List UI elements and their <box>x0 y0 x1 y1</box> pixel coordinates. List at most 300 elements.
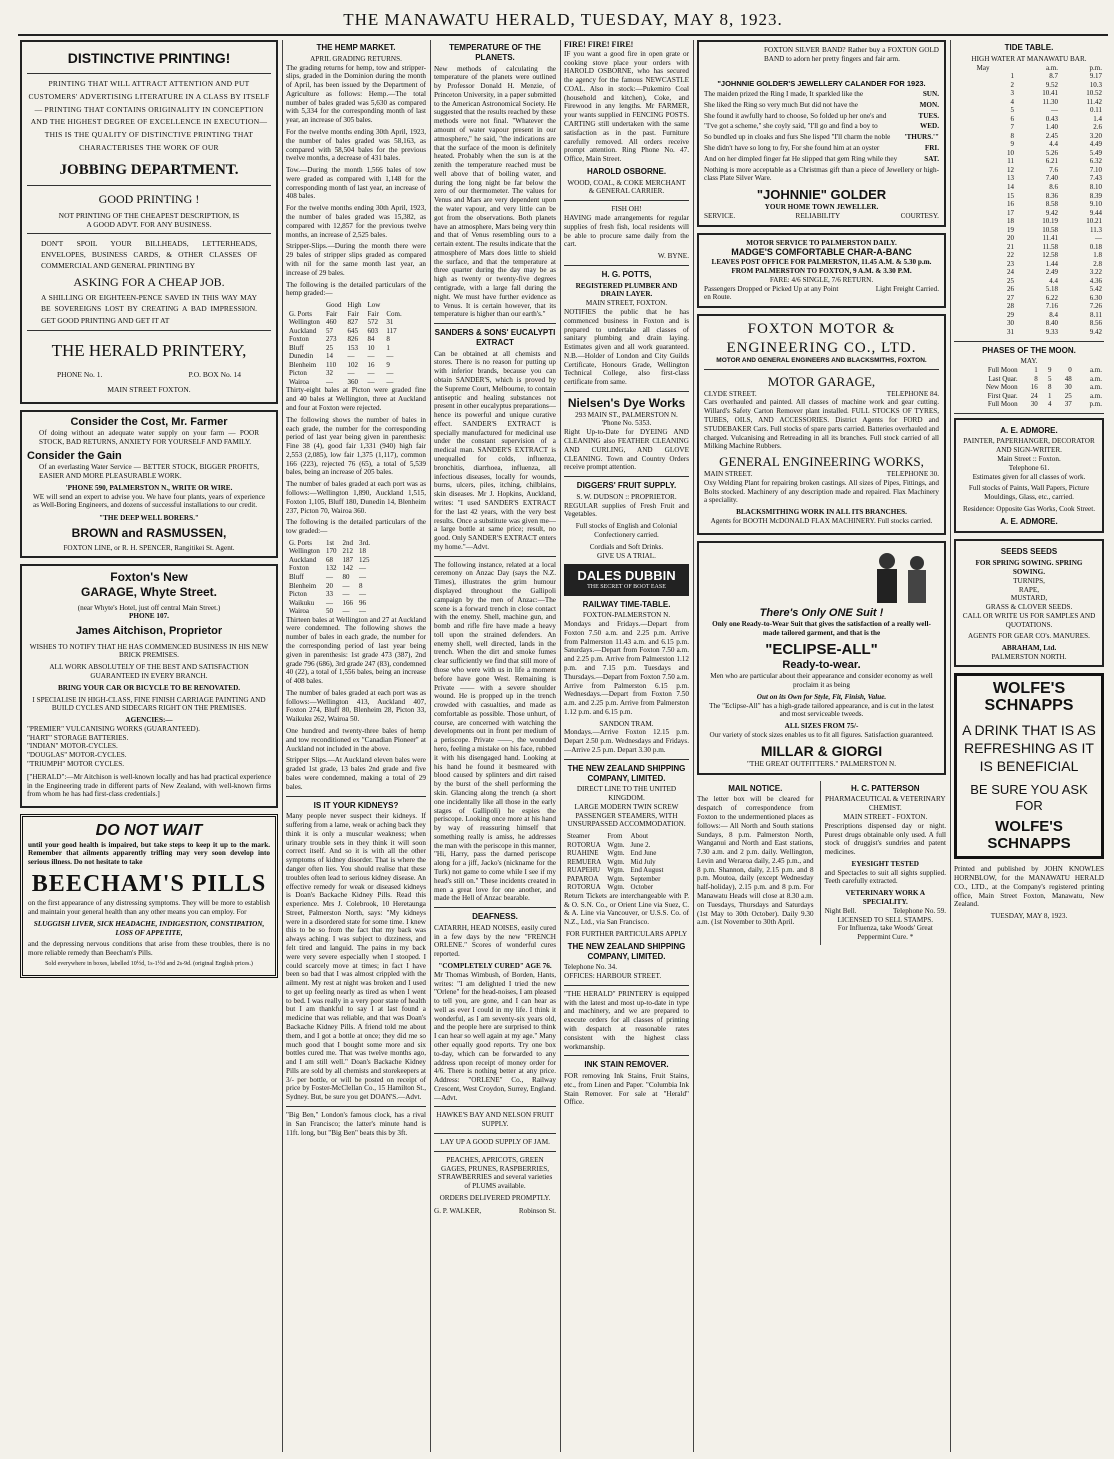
table-cell <box>954 106 992 115</box>
table-cell: Wgtn. <box>607 874 625 883</box>
from-palmerston: FROM PALMERSTON TO FOXTON, 9 A.M. & 3.30 P.M. <box>731 267 912 276</box>
table-cell: a.m. <box>1089 391 1102 400</box>
table-cell: September <box>630 874 661 883</box>
table-cell: 170 <box>325 547 337 556</box>
motto-item: COURTESY. <box>900 211 939 220</box>
table-cell: Wgtn. <box>607 840 625 849</box>
table-row <box>954 328 1104 337</box>
fish-text: HAVING made arrangements for regular supplies of fresh fish, local residents will be able to procure same daily from the cart. <box>564 214 689 249</box>
table-row <box>954 174 1104 183</box>
jam-text: LAY UP A GOOD SUPPLY OF JAM. <box>440 1138 550 1147</box>
table-row <box>954 98 1104 107</box>
pharm-text: PHARMACEUTICAL & VETERINARY CHEMIST. <box>824 795 946 813</box>
table-cell: 5.49 <box>1089 148 1102 157</box>
tram-heading: SANDON TRAM. <box>599 719 654 728</box>
own-style: Out on its Own for Style, Fit, Finish, Value. <box>756 692 887 701</box>
table-cell: 11.42 <box>1086 97 1102 106</box>
table-cell: 8 <box>1048 383 1052 392</box>
table-cell: 2nd <box>342 538 353 547</box>
table-row <box>564 866 666 875</box>
fme-heading: FOXTON MOTOR & ENGINEERING CO., LTD. <box>726 321 917 356</box>
hemp-para: For the twelve months ending 30th April, 1923, the number of bales graded was 15,382, as compared with 12,857 for the previous twelve months, an increase of 2,525 bales. <box>286 204 426 239</box>
garage-near: (near Whyte's Hotel, just off central Main Street.) <box>77 603 221 612</box>
table-cell: — <box>358 564 366 573</box>
seed-item: TURNIPS, <box>1013 576 1045 585</box>
table-row <box>954 243 1104 252</box>
table-cell: Mid July <box>630 857 656 866</box>
table-cell: 10.21 <box>1086 217 1102 226</box>
poem-line <box>704 90 939 99</box>
table-cell: 80 <box>342 573 350 581</box>
table-cell: 68 <box>325 555 333 564</box>
table-cell: 9.10 <box>1089 200 1102 209</box>
motto-item: RELIABILITY <box>795 211 841 220</box>
column-6 <box>954 40 1104 1452</box>
temperature-text: New methods of calculating the temperature of the planets were outlined by Professor Donald H. Menzie, of Princeton University, in a paper submitted to the American Astronomical Society. He suggested that the results reached by these methods were not final. "Whatever the amount of water vapour present in our atmosphere," he said, "the indications are that the surface of the moon is definitely heated. Probably when the sun is at the zenith the temperature reached must be well above that of boiling water, and during the long night be far below the zero of our thermometer. The values for Venus and Mars are very dependent upon the water vapour, and very little can be got from the observations. Both planets have an atmosphere, Mars being very thin and that of Venus resembling ours to a certain extent. The results indicate that the atmosphere of Mars does little to shield the surface, and that the temperature at three quarter during the day may be as high as twenty or twenty-five degrees centigrade, with a large fall during the night. We must have further evidence as to Venus. It is certain however, that its temperature is higher than our earth's." <box>434 64 556 319</box>
table-header-row <box>564 832 666 841</box>
agency-item: "TRIUMPH" MOTOR CYCLES. <box>27 759 124 768</box>
table-cell: 8.7 <box>1049 72 1058 81</box>
table-cell: Wairoa <box>289 607 310 616</box>
agency-item: "PREMIER" VULCANISING WORKS (GUARANTEED). <box>27 724 200 733</box>
seeds-heading: SEEDS SEEDS <box>1000 547 1058 557</box>
offices: OFFICES: HARBOUR STREET. <box>564 972 662 981</box>
admore-address: Main Street :: Foxton. <box>997 455 1061 464</box>
poem-text: She found it awfully hard to choose, So folded up her one's and <box>704 111 887 120</box>
phone-590: 'PHONE 590, PALMERSTON N., WRITE OR WIRE. <box>65 483 233 492</box>
table-cell: 50 <box>325 607 333 616</box>
golder-ad <box>697 40 946 227</box>
table-cell: 5.18 <box>1045 285 1058 294</box>
table-row <box>286 599 373 608</box>
garage-ad <box>20 564 278 808</box>
table-cell: REMUERA <box>567 857 602 866</box>
beecham-text-4: Sold everywhere in boxes, labelled 10½d, 1s-1½d and 2s-9d. (original English prices.) <box>45 960 253 967</box>
poem-end: Nothing is more acceptable as a Christmas gift than a piece of Jewellery or high-class Plate Silver Ware. <box>704 165 939 183</box>
hemp-para: The number of bales graded at each port was as follows:—Wellington 1,890, Auckland 1,515, Foxton 1,105, Bluff 180, Dunedin 14, Blenheim 237, Picton 70, Wairoa 360. <box>286 480 426 515</box>
table-row <box>954 149 1104 158</box>
table-row <box>286 318 405 327</box>
table-cell: 8.10 <box>1089 182 1102 191</box>
beecham-text-3: and the depressing nervous conditions that arise from these troubles, there is no more reliable remedy than Beecham's Pills. <box>28 940 270 958</box>
table-cell: 33 <box>325 590 333 599</box>
table-cell: a.m. <box>1089 374 1102 383</box>
table-cell <box>954 319 992 328</box>
table-row <box>954 226 1104 235</box>
robinson-st: Robinson St. <box>518 1206 556 1215</box>
foxton-motor-ad <box>697 314 946 534</box>
potts-text: NOTIFIES the public that he has commenced business in Foxton and is prepared to undertake all classes of sanitary plumbing and drain laying. Estimates given and all work guaranteed. N.B.—Holder of London and City Guilds Certificate, Honours Grade, Wellington Technical College, also first-class certificate from same. <box>564 308 689 387</box>
diggers-heading: DIGGERS' FRUIT SUPPLY. <box>576 481 677 491</box>
table-cell: 4.36 <box>1089 276 1102 285</box>
table-row <box>954 166 1104 175</box>
table-cell: — <box>367 377 375 386</box>
admore-tel: Telephone 61. <box>1008 463 1050 472</box>
mail-heading: MAIL NOTICE. <box>728 783 783 793</box>
table-cell: 10.58 <box>1042 225 1058 234</box>
table-cell: 6.22 <box>1045 293 1058 302</box>
table-cell: 6 <box>1010 114 1015 123</box>
dales-heading: DALES DUBBIN <box>577 568 676 584</box>
table-cell: — <box>342 607 350 616</box>
tide-sub: HIGH WATER AT MANAWATU BAR. <box>971 54 1087 63</box>
table-row <box>954 251 1104 260</box>
expert-text: WE will send an expert to advise you. We have four plants, years of experience as Well-Boring Engineers, and dozens of successful installations to our credit. <box>33 492 265 510</box>
table-cell: 9.44 <box>1089 208 1102 217</box>
table-cell <box>954 260 992 269</box>
telephone-30: TELEPHONE 30. <box>886 469 939 478</box>
table-cell: 10.19 <box>1042 217 1058 226</box>
table-cell: 603 <box>367 326 378 335</box>
table-cell: 8.58 <box>1045 200 1058 209</box>
beecham-text-2: SLUGGISH LIVER, SICK HEADACHE, INDIGESTION, CONSTIPATION, LOSS OF APPETITE, <box>33 919 265 937</box>
table-cell: 57 <box>325 326 333 335</box>
table-cell: — <box>367 352 375 361</box>
table-cell: a.m. <box>1089 383 1102 392</box>
table-row <box>954 209 1104 218</box>
call-text: CALL OR WRITE US FOR SAMPLES AND QUOTATIONS. <box>962 611 1096 629</box>
table-cell: — <box>386 352 394 361</box>
table-cell: 37 <box>1064 400 1072 409</box>
table-cell: 20 <box>1007 234 1015 243</box>
table-cell <box>954 132 992 141</box>
railway-heading: RAILWAY TIME-TABLE. <box>582 599 671 609</box>
table-cell: 8.36 <box>1045 191 1058 200</box>
table-cell: 16 <box>1030 383 1038 392</box>
diggers-text-2: Full stocks of English and Colonial Confectionery carried. <box>575 522 678 539</box>
table-row <box>954 106 1104 115</box>
nielsen-heading: Nielsen's Dye Works <box>567 396 686 411</box>
table-cell: 117 <box>386 326 397 335</box>
table-cell: First Quar. <box>987 391 1018 400</box>
table-cell: 29 <box>1007 310 1015 319</box>
only-one-suit: There's Only ONE Suit ! <box>759 606 884 619</box>
table-row <box>954 285 1104 294</box>
table-cell <box>954 81 992 90</box>
table-cell: 7.10 <box>1089 165 1102 174</box>
table-cell: — <box>325 598 333 607</box>
table-cell: 3rd. <box>358 538 371 547</box>
table-cell <box>954 268 992 277</box>
painter-text: PAINTER, PAPERHANGER, DECORATOR AND SIGN-WRITER. <box>963 437 1095 455</box>
table-cell: — <box>342 581 350 590</box>
table-cell: Auckland <box>289 326 317 335</box>
table-cell: 84 <box>367 335 375 344</box>
men-illustration-icon <box>859 549 939 605</box>
fire-heading: FIRE! FIRE! FIRE! <box>564 40 634 49</box>
table-cell: 9.52 <box>1045 80 1058 89</box>
only-text: Only one Ready-to-Wear Suit that gives the satisfaction of a really well-made tailored garment, and that is the <box>712 620 931 637</box>
table-row <box>954 192 1104 201</box>
motor-garage: MOTOR GARAGE, <box>767 373 876 389</box>
fire-text: IF you want a good fire in open grate or cooking stove place your orders with HAROLD OSBORNE, who has secured the agency for the famous NEWCASTLE COAL. Also in stock:—Pukemiro Coal (household and kitchen), Coke, and Firewood in any lengths. Mr FARMER, your wants supplied in FENCING POSTS. CARTING still undertaken with the same satisfaction as in the past. Furniture carefully removed. All orders receive prompt attention. Ring Phone No. 47. Office, Main Street. <box>564 49 689 164</box>
dont-spoil-text: DON'T SPOIL YOUR BILLHEADS, LETTERHEADS, ENVELOPES, BUSINESS CARDS, & OTHER CLASSES OF COMMERCIAL AND GENERAL PRINTING BY <box>41 238 257 271</box>
band-text: FOXTON SILVER BAND? Rather buy a FOXTON GOLD BAND to adorn her pretty fingers and fair arm. <box>764 46 939 63</box>
seed-item: MUSTARD, <box>1010 594 1048 603</box>
table-cell: 7 <box>1010 123 1015 132</box>
table-cell: High <box>347 301 362 310</box>
table-row <box>954 234 1104 243</box>
garage-text: Cars overhauled and painted. All classes of machine work and gear cutting. Willard's Safety Carton Remover plant installed. FULL STOCKS OF TYRES, TUBES, OILS, AND ACCESSORIES. District Agents for FORD and STUDEBAKER Cars. Full stocks of spare parts carried. Batteries overhauled and charged. Vulcanising and Retreading in all its branches. Full stock carried of all Milking Machine Rubbers. <box>704 398 939 451</box>
table-cell <box>954 243 992 252</box>
table-cell: 8.56 <box>1089 319 1102 328</box>
table-cell: Full Moon <box>987 366 1018 375</box>
table-row <box>954 217 1104 226</box>
table-cell: — <box>367 369 375 378</box>
table-cell: 17 <box>1007 208 1015 217</box>
table-cell: 7.6 <box>1049 165 1058 174</box>
table-cell: — <box>358 590 366 599</box>
paints: Full stocks of Paints, Wall Papers, Picture Mouldings, Glass, etc., carried. <box>968 484 1090 502</box>
table-cell <box>954 89 992 98</box>
table-cell: 1.4 <box>1093 114 1102 123</box>
table-cell: a.m. <box>1045 63 1058 72</box>
hemp-table <box>286 301 405 386</box>
beecham-text-1: on the first appearance of any distressing symptoms. They will be more to establish and maintain your general health than any other means you can employ. For <box>28 899 270 917</box>
table-row <box>564 858 666 867</box>
table-row <box>286 573 373 582</box>
poem-text: So bundled up in cloaks and furs She lisped "I'll charm the noble <box>704 133 891 142</box>
table-row <box>954 157 1104 166</box>
farmer-text: Of doing without an adequate water supply on your farm — POOR STOCK, BAD RETURNS, ANXIETY FOR YOURSELF AND FAMILY. <box>39 429 259 447</box>
table-cell: Full Moon <box>987 400 1018 409</box>
column-5 <box>697 40 946 1452</box>
poem <box>704 90 939 163</box>
table-cell: 3.22 <box>1089 268 1102 277</box>
table-cell: — <box>325 377 333 386</box>
kidneys-text: Many people never suspect their kidneys. If suffering from a lame, weak or aching back they think it is only a muscular weakness; when urinary trouble sets in they think it will soon correct itself. And so it is with all the other symptoms of kidney disorder. That is where the danger often lies. You should realise that these troubles often lead to serious kidney disease. An effective remedy for weak or diseased kidneys is Doan's Backache Kidney Pills. Read this experience. Mrs J. Colebrook, 10 Heretaunga Street, Palmerston North, says: "My kidneys were in a disordered state for some time. I knew this to be so from the fact that my back was always aching. I was subject to dizziness, and felt tired and languid. The pains in my back were very severe especially when I stooped. I could scarcely move at times; in fact I have been so bad that I was almost crippled with the ailment. My rest at night was broken and I used to get up feeling nearly as tired as when I went to bed. I was really in a very poor state of health but I am thankful to say I at last found a medicine that was reliable, and that was Doan's Backache Kidney Pills. A friend told me about them, and I got a bottle at once; they did me so much good that I bought some more and six bottles cured me. That was twelve months ago, and I am still well." Doan's Backache Kidney Pills are sold by all chemists and storekeepers at 3/- per bottle, or will be posted on receipt of price by Foster-McClellan Co., 15 Hamilton St., Sydney. But, be sure you get DOAN'S.—Advt. <box>286 812 426 1102</box>
table-cell: 27 <box>1007 293 1015 302</box>
table-cell: — <box>358 573 366 581</box>
hawkes-heading: HAWKE'S BAY AND NELSON FRUIT SUPPLY. <box>436 1111 554 1129</box>
mail-text: The letter box will be cleared for despatch of correspondence from Foxton to the undermentioned places as follows:— All North and South stations Sundays, 8 p.m. Palmerston North, Wanganui and North and East stations, 7.30 a.m. and 2 p.m. daily. Wellington, Levin and Weraroa daily, 2.45 p.m., and 8 p.m. Shannon, daily, 2.15 p.m. and 8 p.m. Moutoa, daily (except Wednesday half-holiday), 2.15 p.m. and 8 p.m. For Manawatu Heads will close at 8.30 a.m. on Tuesdays, Thursdays and Saturdays (1st May to 30th October). Daily 9.30 a.m. (1st November to 30th April. <box>697 795 814 927</box>
table-cell: 360 <box>347 377 358 386</box>
poem-line <box>704 155 939 164</box>
table-cell: 16 <box>1007 200 1015 209</box>
trial-text: GIVE US A TRIAL. <box>597 551 656 560</box>
table-cell: 132 <box>325 564 337 573</box>
table-cell: 14 <box>1007 182 1015 191</box>
table-cell: Wgtn. <box>607 883 625 892</box>
table-cell: 1 <box>1048 391 1052 400</box>
table-cell: Steamer <box>567 832 590 841</box>
leaves-text: LEAVES POST OFFICE FOR PALMERSTON, 11.45 A.M. & 5.30 p.m. <box>711 258 932 267</box>
table-cell <box>954 149 992 158</box>
hemp-para: The number of bales graded at each port was as follows:—Wellington 413, Auckland 407, Foxton 274, Bluff 80, Blenheim 28, Picton 33, Waikuku 262, Wairoa 50. <box>286 688 426 724</box>
table-cell: May <box>976 63 990 72</box>
table-row <box>954 140 1104 149</box>
fme-sub: MOTOR AND GENERAL ENGINEERS AND BLACKSMITHS, FOXTON. <box>716 356 927 364</box>
table-cell <box>954 209 992 218</box>
table-cell: Wellington <box>289 547 320 556</box>
table-row <box>286 564 373 573</box>
osborne-name: HAROLD OSBORNE. <box>586 166 667 176</box>
table-cell: G. Ports <box>289 538 312 547</box>
men-text: Men who are particular about their appearance and consider economy as well proclaim it as being <box>710 672 933 690</box>
cured-heading: "COMPLETELY CURED" AGE 76. <box>438 961 552 970</box>
potts-name: H. G. POTTS, <box>601 269 652 279</box>
hemp-subheading: APRIL GRADING RETURNS. <box>310 54 402 63</box>
jobbing-heading: JOBBING DEPARTMENT. <box>59 161 239 178</box>
walker-name: G. P. WALKER, <box>434 1206 482 1215</box>
table-cell: Good <box>325 301 342 310</box>
table-cell: 1.44 <box>1045 259 1058 268</box>
table-cell: 8 <box>358 581 363 590</box>
table-row <box>954 392 1104 401</box>
column-2 <box>286 40 426 1452</box>
poem-text: "I've got a scheme," she coyly said, "I'll go and find a boy to <box>704 122 878 131</box>
millar-giorgi: MILLAR & GIORGI <box>760 742 883 759</box>
table-cell: 30 <box>1064 383 1072 392</box>
table-cell: 7.26 <box>1089 302 1102 311</box>
table-cell: Bluff <box>289 573 304 581</box>
hemp-para: Stripper-Slips.—During the month there were 29 bales of stripper slips graded as compared with nil for the same month last year, an increase of 29 bales. <box>286 242 426 277</box>
hemp-para: The following is the detailed particulars of the tow graded:— <box>286 518 426 536</box>
table-cell: 5.26 <box>1045 148 1058 157</box>
agency-item: "INDIAN" MOTOR-CYCLES. <box>27 742 118 751</box>
agency-item: "HART" STORAGE BATTERIES. <box>27 733 129 742</box>
table-row <box>954 260 1104 269</box>
poem-day: SUN. <box>922 90 939 99</box>
poem-text: She liked the Ring so very much But did not have the <box>704 100 858 109</box>
charabanc-ad <box>697 233 946 309</box>
wishes-text: WISHES TO NOTIFY THAT HE HAS COMMENCED BUSINESS IN HIS NEW BRICK PREMISES. <box>29 642 269 660</box>
table-cell: 7.40 <box>1045 174 1058 183</box>
sizes-text: ALL SIZES FROM 75/- <box>784 722 859 731</box>
sanders-heading: SANDERS & SONS' EUCALYPTI EXTRACT <box>434 328 556 347</box>
table-cell: 30 <box>1007 319 1015 328</box>
table-cell: 0 <box>1068 366 1072 375</box>
table-cell: 15 <box>1007 191 1015 200</box>
sanders-text: Can be obtained at all chemists and stores. There is no reason for putting up with inferior brands, because you can obtain SANDER'S, which is proved by the Supreme Court, Melbourne, to contain antiseptic and healing substances not present in other eucalyptus preparations—hence its powerful and unique curative effect. SANDER'S EXTRACT is specially manufactured for medicinal use under the constant supervision of a medical man. SANDER'S EXTRACT is unequalled for colds, influenza, bronchitis, diarrhoea, influenza, all infectious diseases, locally for wounds, burns, ulcers, piles, itching, chilblains, skin diseases. Mr J. Hopkins, Auckland, writes: "I used SANDER'S EXTRACT for the last 42 years, with the very best results. Once a substitute was given me—a large bottle at same price; result, no good. Only SANDER'S EXTRACT enters my home."—Advt. <box>434 349 556 551</box>
column-3 <box>434 40 556 1452</box>
hemp-heading: THE HEMP MARKET. <box>316 43 396 52</box>
hemp-para: Thirty-eight bales at Picton were graded fine and 40 bales at Wellington, three at Auckland and four at Foxton were rejected. <box>286 386 426 412</box>
table-cell: RUAPEHU <box>567 866 601 875</box>
cured-text: Mr Thomas Wimbush, of Borden, Hants, writes: "I am delighted I tried the new "Orlene" for the head-noises, I am pleased to tell you, are gone, and I can hear as well as ever I could in my life. I think it wonderful, as I am seventy-six years old, and the people here are surprised to think I can hear so well again at my age." Many other equally good reports. Try one box to-day, which can be forwarded to any address upon receipt of money order for 4/6. There is nothing better at any price. Address: "ORLENE" Co., Railway Crescent, West Croydon, Surrey, England.—Advt. <box>434 970 556 1102</box>
table-cell: 9.42 <box>1045 208 1058 217</box>
table-cell <box>954 294 992 303</box>
table-cell: 0.43 <box>1045 114 1058 123</box>
table-cell: — <box>347 369 355 378</box>
table-cell: 10 <box>367 343 375 352</box>
passengers-text: Passengers Dropped or Picked Up at any Point en Route. <box>704 284 839 302</box>
table-cell <box>954 311 992 320</box>
table-row <box>286 590 373 599</box>
table-row <box>954 132 1104 141</box>
table-cell: 187 <box>342 555 353 564</box>
admore-name: A. E. ADMORE. <box>1000 425 1058 435</box>
table-cell: End August <box>630 866 664 875</box>
hemp-para: Tow.—During the month 1,566 bales of tow were graded as compared with 1,148 for the corresponding month of last year, an increase of 408 bales. <box>286 166 426 201</box>
table-cell: 26 <box>1007 285 1015 294</box>
table-cell: 0.18 <box>1089 242 1102 251</box>
table-row <box>286 369 405 378</box>
table-cell: 827 <box>347 318 358 327</box>
table-cell: 2 <box>1010 80 1015 89</box>
table-cell: 1 <box>386 343 390 352</box>
railway-sub: FOXTON-PALMERSTON N. <box>582 611 671 620</box>
table-row <box>954 366 1104 375</box>
table-row <box>286 335 405 344</box>
table-cell <box>383 301 404 310</box>
seed-item: RAPE, <box>1018 585 1040 594</box>
poem-text: And on her dimpled finger fat He slipped that gem Ring while they <box>704 154 898 163</box>
eclipse-all: "ECLIPSE-ALL" <box>765 640 878 658</box>
direct-line: DIRECT LINE TO THE UNITED KINGDOM. <box>576 785 677 803</box>
table-row <box>954 115 1104 124</box>
table-cell: 12.58 <box>1042 251 1058 260</box>
table-cell: Low <box>367 301 381 310</box>
table-cell: Wgtn. <box>607 849 625 858</box>
hemp-para: The following is the detailed particulars of the hemp graded:— <box>286 280 426 298</box>
tide-heading: TIDE TABLE. <box>1004 43 1054 52</box>
table-cell: 826 <box>347 335 358 344</box>
table-row <box>564 875 666 884</box>
poem-day: FRI. <box>924 144 939 153</box>
johnnie-golder: "JOHNNIE" GOLDER <box>756 187 887 203</box>
seed-item: GRASS & CLOVER SEEDS. <box>985 603 1073 612</box>
potts-sub: REGISTERED PLUMBER AND DRAIN LAYER. <box>575 281 678 299</box>
agency-item: "DOUGLAS" MOTOR-CYCLES. <box>27 751 127 760</box>
table-cell: Picton <box>289 590 307 599</box>
table-cell: Fair <box>347 309 359 318</box>
table-cell: 31 <box>1007 328 1015 336</box>
table-cell: 48 <box>1064 374 1072 383</box>
table-row <box>286 378 405 387</box>
table-cell: 6.32 <box>1089 157 1102 166</box>
table-cell: 142 <box>342 564 353 573</box>
table-cell: Fair <box>325 309 338 318</box>
table-cell: Wgtn. <box>607 857 625 866</box>
mail-notice <box>697 781 814 945</box>
influenza: For Influenza, take Woods' Great Peppermint Cure. * <box>837 924 933 942</box>
hemp-para: Stripper Slips.—At Auckland eleven bales were graded 1st grade, 13 bales 2nd grade and five bales were condemned, making a total of 29 bales. <box>286 756 426 791</box>
table-cell: 6.21 <box>1045 157 1058 166</box>
table-cell: 18 <box>1007 217 1015 226</box>
table-row <box>286 327 405 336</box>
beecham-pills: BEECHAM'S PILLS <box>31 870 267 897</box>
hemp-para: One hundred and twenty-three bales of hemp and tow reconditioned ex "Canadian Pioneer" at Auckland not included in the above. <box>286 727 426 753</box>
table-cell: 9 <box>1048 366 1052 375</box>
table-cell: 7.43 <box>1089 174 1102 183</box>
table-cell: 25 <box>1064 391 1072 400</box>
eyesight: EYESIGHT TESTED <box>851 859 919 868</box>
phases-month: MAY. <box>1020 357 1038 366</box>
table-cell: 22 <box>1007 251 1015 260</box>
table-cell: About <box>630 832 649 841</box>
fare-text: FARE: 4/6 SINGLE, 7/6 RETURN. <box>769 275 874 284</box>
herald-printery-text: "THE HERALD" PRINTERY is equipped with the latest and most up-to-date in type and machinery, and we are prepared to execute orders for all classes of printing with despatch at reasonable rates consistent with the highest class workmanship. <box>564 989 689 1051</box>
table-cell: 3 <box>1010 89 1015 98</box>
motor-service: MOTOR SERVICE TO PALMERSTON DAILY. <box>746 238 897 247</box>
table-cell: — <box>1051 106 1058 115</box>
ready-to-wear: Ready-to-wear. <box>782 658 861 671</box>
table-cell <box>954 226 992 235</box>
table-cell: 11.41 <box>1042 234 1058 243</box>
table-cell: 24 <box>1030 391 1038 400</box>
table-cell: 1 <box>1034 366 1038 375</box>
table-cell: 9.33 <box>1045 328 1058 336</box>
printing-intro: PRINTING THAT WILL ATTRACT ATTENTION AND PUT CUSTOMERS' ADVERTISING LITERATURE IN A CLASS BY ITSELF— PRINTING THAT CONTAINS ORIGINALITY IN CONCEPTION AND THE HIGHEST DEGREE OF EXCELLENCE IN EXECUTION— THIS IS THE QUALITY OF DISTINCTIVE PRINTING THAT CHARACTERISES THE WORK OF OUR <box>28 79 270 152</box>
nielsen-phone: 'Phone No. 5353. <box>601 419 652 428</box>
table-cell: End June <box>630 849 657 858</box>
clyde-street: CLYDE STREET. <box>704 389 757 398</box>
dales-dubbin-ad <box>564 564 689 595</box>
return-text: Return Tickets are interchangeable with P. & O. S.N. Co., or Orient Line via Suez, C. & A. Line via Vancouver, or U.S.S. Co. of N.Z., Ltd., via San Francisco. <box>564 891 689 927</box>
estimates: Estimates given for all classes of work. <box>972 472 1086 481</box>
phone-number: PHONE No. 1. <box>57 369 103 379</box>
